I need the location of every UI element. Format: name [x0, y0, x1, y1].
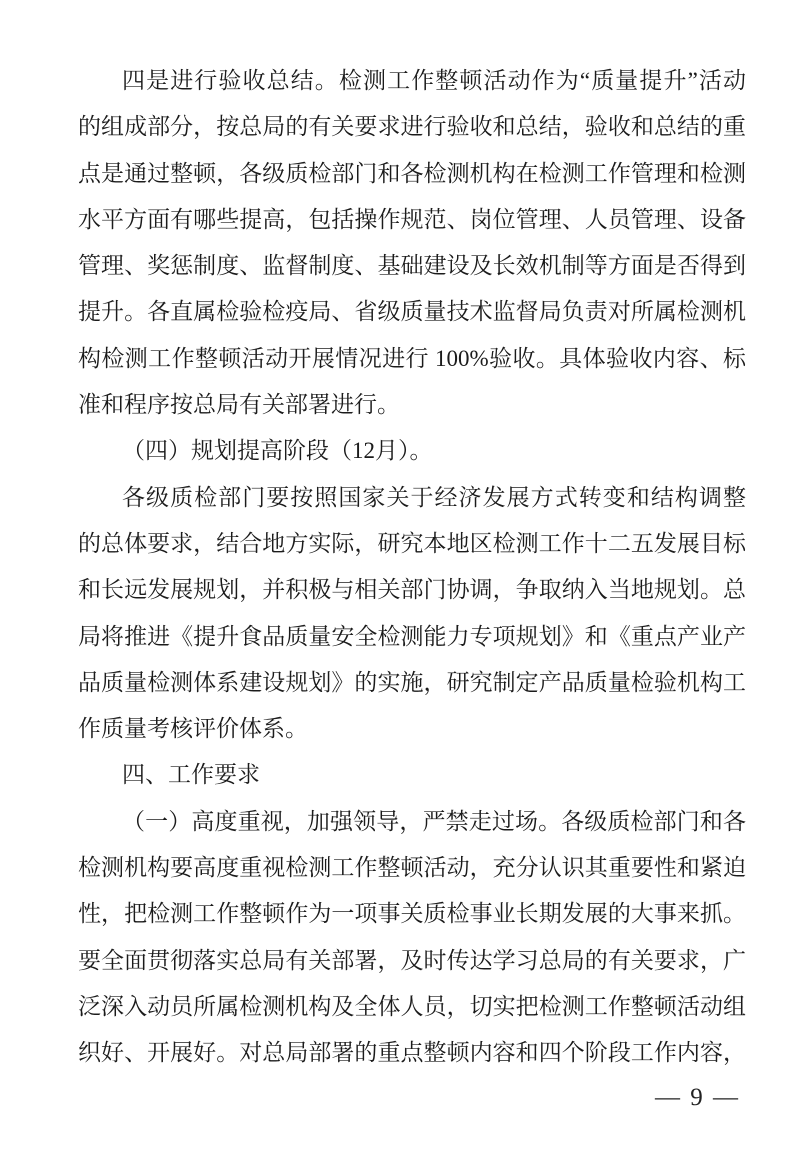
text-line: 性，把检测工作整顿作为一项事关质检事业长期发展的大事来抓。	[78, 901, 746, 927]
section-heading-requirements: 四、工作要求	[122, 762, 260, 788]
text-line: 局将推进《提升食品质量安全检测能力专项规划》和《重点产业产	[78, 623, 746, 649]
text-line: 作质量考核评价体系。	[78, 716, 308, 742]
page-number: — 9 —	[655, 1084, 740, 1111]
text-line: 要全面贯彻落实总局有关部署，及时传达学习总局的有关要求，广	[78, 947, 746, 973]
text-line: 泛深入动员所属检测机构及全体人员，切实把检测工作整顿活动组	[78, 993, 746, 1019]
text-line: 的组成部分，按总局的有关要求进行验收和总结，验收和总结的重	[78, 114, 746, 140]
text-line: 提升。各直属检验检疫局、省级质量技术监督局负责对所属检测机	[78, 299, 746, 325]
text-line: 织好、开展好。对总局部署的重点整顿内容和四个阶段工作内容，	[78, 1040, 746, 1066]
section-heading-stage4: （四）规划提高阶段（12月）。	[122, 438, 433, 464]
text-line: 和长远发展规划，并积极与相关部门协调，争取纳入当地规划。总	[78, 577, 746, 603]
text-line: 的总体要求，结合地方实际，研究本地区检测工作十二五发展目标	[78, 530, 746, 556]
text-line: 管理、奖惩制度、监督制度、基础建设及长效机制等方面是否得到	[78, 253, 746, 279]
text-line: （一）高度重视，加强领导，严禁走过场。各级质检部门和各	[122, 808, 746, 834]
text-line: 水平方面有哪些提高，包括操作规范、岗位管理、人员管理、设备	[78, 206, 746, 232]
text-line: 各级质检部门要按照国家关于经济发展方式转变和结构调整	[122, 484, 746, 510]
document-text-column	[78, 58, 746, 1077]
text-line: 准和程序按总局有关部署进行。	[78, 392, 400, 418]
text-line: 构检测工作整顿活动开展情况进行 100%验收。具体验收内容、标	[78, 345, 746, 371]
text-line: 检测机构要高度重视检测工作整顿活动，充分认识其重要性和紧迫	[78, 855, 746, 881]
text-line: 品质量检测体系建设规划》的实施，研究制定产品质量检验机构工	[78, 669, 746, 695]
text-line: 四是进行验收总结。检测工作整顿活动作为“质量提升”活动	[122, 68, 746, 93]
text-line: 点是通过整顿，各级质检部门和各检测机构在检测工作管理和检测	[78, 160, 746, 186]
